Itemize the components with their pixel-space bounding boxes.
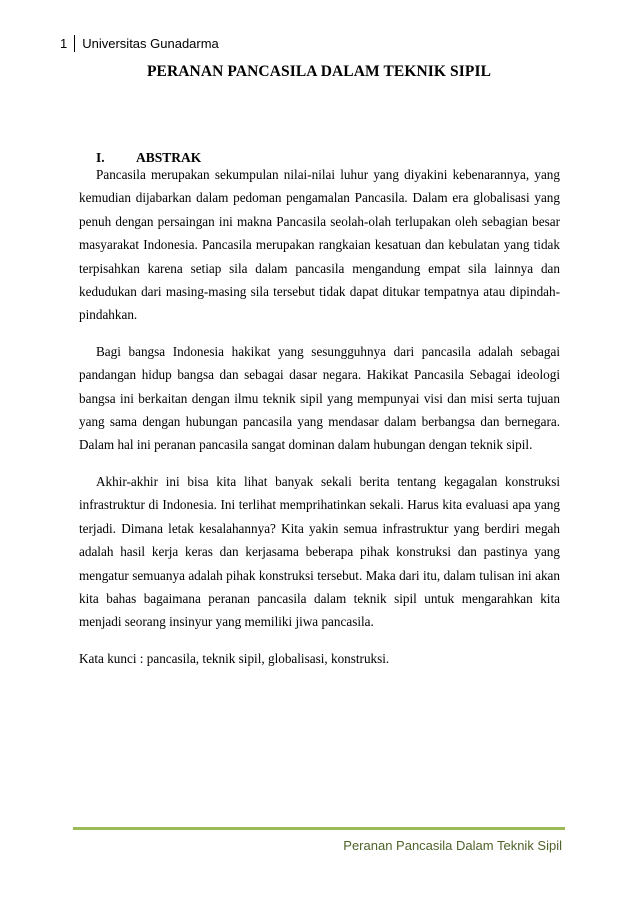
keywords: Kata kunci : pancasila, teknik sipil, globalisasi, konstruksi. [79, 650, 390, 666]
footer-title: Peranan Pancasila Dalam Teknik Sipil [343, 838, 562, 853]
page-number: 1 [60, 36, 68, 51]
header-institution: Universitas Gunadarma [82, 36, 219, 51]
abstract-paragraph-1: Pancasila merupakan sekumpulan nilai-nilai luhur yang diyakini kebenarannya, yang kemudian dijabarkan dalam pedoman pengamalan Pancasila. Dalam era globalisasi yang penuh dengan persaingan ini makna Pancasila seolah-olah terlupakan oleh sebagian besar masyarakat Indonesia. Pancasila merupakan rangkaian kesatuan dan kebulatan yang tidak terpisahkan karena setiap sila dalam pancasila mengandung empat sila lainnya dan kedudukan dari masing-masing sila tersebut tidak dapat ditukar tempatnya atau dipindah-pindahkan. [79, 167, 560, 323]
footer-divider [73, 827, 565, 830]
document-title: PERANAN PANCASILA DALAM TEKNIK SIPIL [146, 63, 492, 80]
header-divider [74, 35, 75, 52]
section-number: I. [96, 150, 105, 165]
page-header [60, 35, 219, 52]
abstract-body [79, 163, 560, 670]
abstract-paragraph-3: Akhir-akhir ini bisa kita lihat banyak sekali berita tentang kegagalan konstruksi infrastruktur di Indonesia. Ini terlihat memprihatinkan sekali. Harus kita evaluasi apa yang terjadi. Dimana letak kesalahannya? Kita yakin semua infrastruktur yang berdiri megah adalah hasil kerja keras dan kerjasama beberapa pihak konstruksi dan pastinya yang mengatur semuanya adalah pihak konstruksi tersebut. Maka dari itu, dalam tulisan ini akan kita bahas bagaimana peranan pancasila dalam teknik sipil untuk mengarahkan kita menjadi seorang insinyur yang memiliki jiwa pancasila. [79, 473, 560, 630]
abstract-paragraph-2: Bagi bangsa Indonesia hakikat yang sesungguhnya dari pancasila adalah sebagai pandangan hidup bangsa dan sebagai dasar negara. Hakikat Pancasila Sebagai ideologi bangsa ini berkaitan dengan ilmu teknik sipil yang mempunyai visi dan misi serta tujuan yang sama dengan hubungan pancasila yang mendasar dalam berbangsa dan bernegara. Dalam hal ini peranan pancasila sangat dominan dalam hubungan dengan teknik sipil. [79, 343, 560, 453]
section-title: ABSTRAK [136, 150, 202, 165]
